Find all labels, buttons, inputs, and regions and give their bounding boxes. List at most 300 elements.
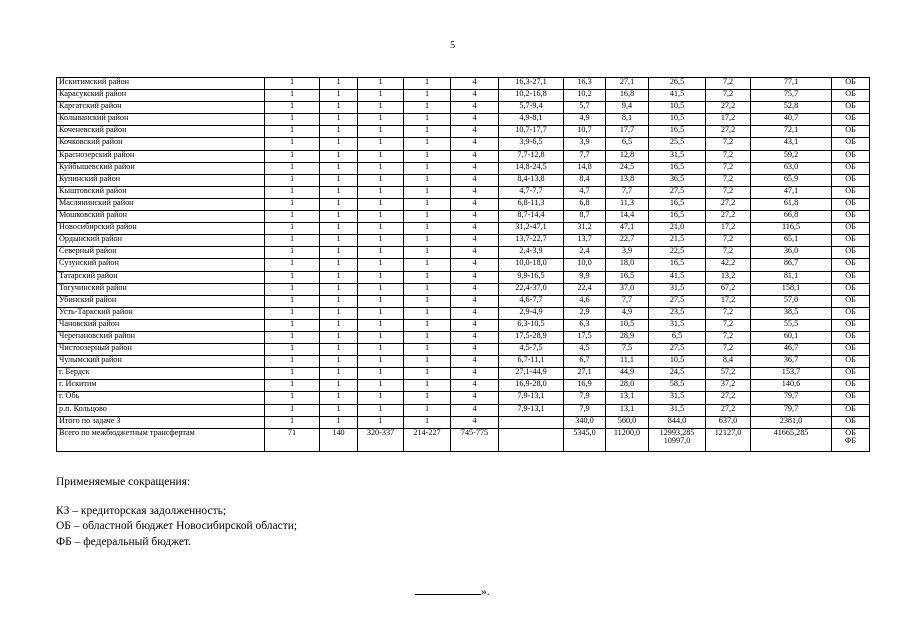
table-cell: 1 [358,344,404,356]
table-cell: 1 [265,138,320,150]
budget-ob: ОБ [845,428,856,437]
table-cell: 1 [320,259,358,271]
table-cell: 1 [358,392,404,404]
table-cell: 31,5 [649,150,706,162]
table-cell: 1 [265,126,320,138]
table-cell: 72,1 [751,126,832,138]
table-cell: ОБ [832,283,870,295]
table-cell: 6,7-11,1 [499,356,564,368]
table-cell: 4 [451,416,499,428]
row-label: Татарский район [57,271,265,283]
table-cell: 86,7 [751,259,832,271]
table-cell: 71 [265,428,320,451]
table-cell: 1 [320,271,358,283]
table-cell: 22,5 [649,247,706,259]
table-row [57,78,870,90]
table-cell: 158,1 [751,283,832,295]
table-cell: 2381,0 [751,416,832,428]
table-cell: 1 [404,307,451,319]
abbreviations-notes [56,475,297,550]
table-cell: ОБ [832,247,870,259]
table-cell: 7,2 [706,162,751,174]
table-cell: 7,2 [706,150,751,162]
table-cell: 1 [404,319,451,331]
table-cell: 1 [358,295,404,307]
signature-line [415,584,481,595]
table-cell: 4 [451,259,499,271]
table-cell: 4,7-7,7 [499,186,564,198]
table-cell: 4 [451,90,499,102]
row-label: Чулымский район [57,356,265,368]
table-cell: 1 [265,416,320,428]
table-cell: 63,0 [751,162,832,174]
table-cell: 16,5 [649,211,706,223]
row-label: Кочковский район [57,138,265,150]
table-cell: 59,2 [751,150,832,162]
table-cell: 16,8 [606,90,649,102]
note-item: КЗ – кредиторская задолженность; [56,504,227,517]
table-cell: 6,8 [564,198,606,210]
table-cell: 24,5 [606,162,649,174]
table-cell: 1 [404,356,451,368]
table-cell: 1 [320,404,358,416]
row-label: Тогучинский район [57,283,265,295]
row-label: г. Искитим [57,380,265,392]
table-cell: 16,3-27,1 [499,78,564,90]
table-row [57,271,870,283]
table-cell: 1 [404,271,451,283]
table-row [57,211,870,223]
table-cell: 1 [404,138,451,150]
table-cell: 4 [451,380,499,392]
table-cell: 21,5 [649,235,706,247]
table-cell: 1 [358,247,404,259]
table-cell: 1 [404,198,451,210]
row-label: Каргатский район [57,102,265,114]
table-cell: 1 [404,259,451,271]
row-label: Чистоозерный район [57,344,265,356]
table-cell: 1 [320,380,358,392]
table-cell: 1 [265,90,320,102]
table-cell: 10,0 [564,259,606,271]
table-cell: 17,7 [606,126,649,138]
table-cell: 1 [320,295,358,307]
table-cell: 1 [358,319,404,331]
table-cell: ОБ [832,271,870,283]
table-cell: 1 [358,223,404,235]
table-row [57,283,870,295]
table-cell: 37,2 [706,380,751,392]
table-cell: 320-337 [358,428,404,451]
table-cell: 8,7 [564,211,606,223]
table-cell: 27,1-44,9 [499,368,564,380]
table-cell: 1 [320,174,358,186]
table-cell: 31,5 [649,283,706,295]
table-cell: 9,9-16,5 [499,271,564,283]
table-row [57,380,870,392]
table-cell: 11,1 [606,356,649,368]
table-cell: 4,9 [564,114,606,126]
table-cell: 79,7 [751,392,832,404]
table-cell: 1 [265,162,320,174]
table-cell: 7,2 [706,186,751,198]
table-cell: 8,7-14,4 [499,211,564,223]
table-cell: ОБ [832,102,870,114]
table-cell: 16,5 [649,198,706,210]
row-label: г. Обь [57,392,265,404]
note-item: ОБ – областной бюджет Новосибирской области; [56,520,298,533]
table-cell: 1 [265,404,320,416]
table-cell: 6,3-10,5 [499,319,564,331]
table-cell: 1 [358,307,404,319]
table-cell: 4 [451,174,499,186]
notes-heading: Применяемые сокращения: [56,476,191,488]
table-cell: 1 [320,138,358,150]
table-cell [832,428,870,451]
table-cell: 1 [358,368,404,380]
table-cell: 8,4 [706,356,751,368]
table-cell: 1 [404,114,451,126]
table-cell: 1 [265,102,320,114]
table-cell: 4 [451,138,499,150]
table-cell: 16,3 [564,78,606,90]
table-cell: 27,5 [649,295,706,307]
table-cell: ОБ [832,319,870,331]
table-row [57,186,870,198]
closing-mark [415,584,490,598]
table-cell: ОБ [832,138,870,150]
table-cell: 17,2 [706,295,751,307]
table-cell: 11200,0 [606,428,649,451]
table-cell: 7,7 [564,150,606,162]
table-cell: 1 [265,331,320,343]
table-row [57,126,870,138]
table-cell: 560,0 [606,416,649,428]
table-cell: ОБ [832,198,870,210]
table-cell: 1 [320,416,358,428]
table-cell: 4 [451,150,499,162]
table-cell: 1 [265,295,320,307]
table-cell: 43,1 [751,138,832,150]
table-cell: 7,2 [706,344,751,356]
table-cell: 17,2 [706,223,751,235]
row-label: Чановский район [57,319,265,331]
table-row [57,295,870,307]
table-cell: 1 [320,283,358,295]
table-cell: 116,5 [751,223,832,235]
table-cell: 5,7 [564,102,606,114]
table-cell: 4 [451,356,499,368]
row-label: Убинский район [57,295,265,307]
table-cell: 10,5 [606,319,649,331]
table-cell: 4 [451,319,499,331]
table-cell: 1 [358,174,404,186]
table-cell: 10,2-16,8 [499,90,564,102]
table-cell: 1 [320,356,358,368]
table-cell: 27,5 [649,186,706,198]
table-cell: 4 [451,368,499,380]
total-row [57,428,870,451]
table-cell: 1 [320,307,358,319]
table-cell: 1 [265,283,320,295]
table-cell: 1 [404,344,451,356]
table-cell: 1 [358,259,404,271]
table-cell [499,416,564,428]
table-cell: 58,5 [649,380,706,392]
table-cell: 16,5 [649,162,706,174]
table-cell: 8,4 [564,174,606,186]
table-cell: 1 [358,198,404,210]
total-label: Всего по межбюджетным трансфертам [57,428,265,451]
table-cell: 22,7 [606,235,649,247]
table-cell: ОБ [832,392,870,404]
table-cell: 10,7-17,7 [499,126,564,138]
note-item: ФБ – федеральный бюджет. [56,535,192,548]
table-row [57,223,870,235]
table-cell: 1 [404,90,451,102]
table-row [57,392,870,404]
table-cell: 1 [358,114,404,126]
table-cell: 1 [320,186,358,198]
table-cell: 36,5 [649,174,706,186]
total-value-fb: 10997,0 [663,435,691,445]
page-number: 5 [450,40,455,51]
table-cell: ОБ [832,404,870,416]
table-cell: 1 [320,90,358,102]
table-cell: 1 [404,126,451,138]
row-label: Маслянинский район [57,198,265,210]
table-cell: 1 [320,162,358,174]
table-cell: 1 [265,186,320,198]
table-cell: 214-227 [404,428,451,451]
table-cell: 1 [320,344,358,356]
total-value-ob: 12993,285 [659,428,695,437]
table-cell: 1 [320,319,358,331]
table-row [57,331,870,343]
table-cell: 52,8 [751,102,832,114]
table-cell: 1 [358,138,404,150]
table-cell: 4,9 [606,307,649,319]
row-label: Ордынский район [57,235,265,247]
table-cell: 1 [404,283,451,295]
table-cell: 1 [404,247,451,259]
table-cell: 42,2 [706,259,751,271]
table-cell: 13,7-22,7 [499,235,564,247]
table-cell: 47,1 [751,186,832,198]
table-cell: 1 [404,380,451,392]
table-cell: 7,9-13,1 [499,404,564,416]
table-cell: 66,8 [751,211,832,223]
table-cell: 11,3 [606,198,649,210]
table-row [57,319,870,331]
table-cell: 6,5 [649,331,706,343]
table-cell: 17,5 [564,331,606,343]
table-cell: 2,9 [564,307,606,319]
table-cell: 2,4 [564,247,606,259]
row-label: Куйбышевский район [57,162,265,174]
table-row [57,90,870,102]
table-cell: ОБ [832,380,870,392]
table-cell: 3,9 [606,247,649,259]
table-cell: 4 [451,102,499,114]
row-label: Коченевский район [57,126,265,138]
table-row [57,174,870,186]
table-cell: 44,9 [606,368,649,380]
table-cell: 36,7 [751,356,832,368]
table-cell: 57,2 [706,368,751,380]
table-cell: 1 [358,78,404,90]
table-cell: 41,5 [649,271,706,283]
table-cell: 16,9-28,0 [499,380,564,392]
table-cell: 1 [358,416,404,428]
row-label: Купинский район [57,174,265,186]
table-cell: 1 [265,259,320,271]
table-cell: 31,2 [564,223,606,235]
table-cell: 4 [451,235,499,247]
table-row [57,344,870,356]
table-cell: 24,5 [649,368,706,380]
table-cell: 1 [358,150,404,162]
table-cell: 27,2 [706,102,751,114]
table-cell: 14,4 [606,211,649,223]
table-cell: ОБ [832,416,870,428]
table-cell: 40,7 [751,114,832,126]
table-cell: 31,5 [649,319,706,331]
table-cell: 41,5 [649,90,706,102]
table-cell: 75,7 [751,90,832,102]
table-cell: 1 [358,356,404,368]
table-cell: 140 [320,428,358,451]
table-cell: 1 [320,331,358,343]
table-cell: 41665,285 [751,428,832,451]
table-cell: 4 [451,162,499,174]
table-row [57,247,870,259]
table-row [57,307,870,319]
table-row [57,114,870,126]
row-label: Усть-Таркский район [57,307,265,319]
table-cell: 13,1 [606,392,649,404]
table-cell: 1 [320,368,358,380]
table-row [57,235,870,247]
table-cell: 16,9 [564,380,606,392]
table-cell: 23,5 [649,307,706,319]
table-cell: 27,5 [649,344,706,356]
table-cell: 1 [358,90,404,102]
table-cell: 4 [451,223,499,235]
table-cell: 4 [451,186,499,198]
table-row [57,404,870,416]
table-cell: 28,0 [606,380,649,392]
table-cell: 1 [358,380,404,392]
table-cell: 5345,0 [564,428,606,451]
table-cell: 17,5-28,9 [499,331,564,343]
table-cell: 1 [358,283,404,295]
table-cell: 4 [451,392,499,404]
budget-fb: ФБ [844,435,857,445]
table-cell: 1 [358,235,404,247]
table-cell: 1 [265,198,320,210]
table-cell: 4,9-8,1 [499,114,564,126]
table-cell: 27,1 [564,368,606,380]
table-cell: 28,9 [606,331,649,343]
table-cell: ОБ [832,90,870,102]
table-cell: 1 [404,223,451,235]
table-cell: 4 [451,211,499,223]
table-cell: 1 [358,126,404,138]
table-cell: 340,0 [564,416,606,428]
table-cell: 4 [451,307,499,319]
table-cell: 13,8 [606,174,649,186]
table-row [57,416,870,428]
table-cell: 1 [320,198,358,210]
table-cell: 27,2 [706,392,751,404]
table-cell: 38,5 [751,307,832,319]
table-cell: 1 [404,211,451,223]
table-cell: 4 [451,295,499,307]
table-cell: 3,9-6,5 [499,138,564,150]
table-cell: 745-775 [451,428,499,451]
table-cell: 1 [320,223,358,235]
table-cell: 7,7-12,8 [499,150,564,162]
table-cell: 14,8-24,5 [499,162,564,174]
table-cell: 1 [265,392,320,404]
table-cell: 10,5 [649,114,706,126]
table-cell: 1 [358,102,404,114]
table-cell: ОБ [832,186,870,198]
table-cell: 14,8 [564,162,606,174]
table-cell: 1 [404,295,451,307]
table-cell: 1 [265,344,320,356]
table-cell: 47,1 [606,223,649,235]
table-cell: 637,0 [706,416,751,428]
table-cell: 1 [265,368,320,380]
table-cell: ОБ [832,162,870,174]
table-cell: 9,4 [606,102,649,114]
table-row [57,138,870,150]
table-cell: 1 [320,235,358,247]
table-cell: 9,9 [564,271,606,283]
table-cell: 4 [451,126,499,138]
table-cell: 31,5 [649,392,706,404]
table-cell: 7,2 [706,331,751,343]
table-cell: 27,2 [706,404,751,416]
table-cell: 1 [358,271,404,283]
table-cell: 1 [265,114,320,126]
table-cell: 25,5 [649,138,706,150]
table-cell: 1 [265,150,320,162]
table-cell: 7,7 [606,186,649,198]
table-cell: ОБ [832,344,870,356]
table-cell: 1 [404,404,451,416]
table-cell: 2,4-3,9 [499,247,564,259]
row-label: Кыштовский район [57,186,265,198]
table-cell: 1 [404,416,451,428]
table-cell: 7,2 [706,235,751,247]
table-row [57,356,870,368]
table-cell: 4,6-7,7 [499,295,564,307]
table-cell: 16,5 [606,271,649,283]
table-cell: 4 [451,114,499,126]
table-cell: 4 [451,404,499,416]
table-cell: 1 [404,174,451,186]
table-cell: 4 [451,78,499,90]
table-cell: 1 [265,247,320,259]
table-cell: 4,5-7,5 [499,344,564,356]
table-cell: 1 [320,78,358,90]
table-cell: ОБ [832,223,870,235]
table-cell: 13,7 [564,235,606,247]
table-row [57,368,870,380]
